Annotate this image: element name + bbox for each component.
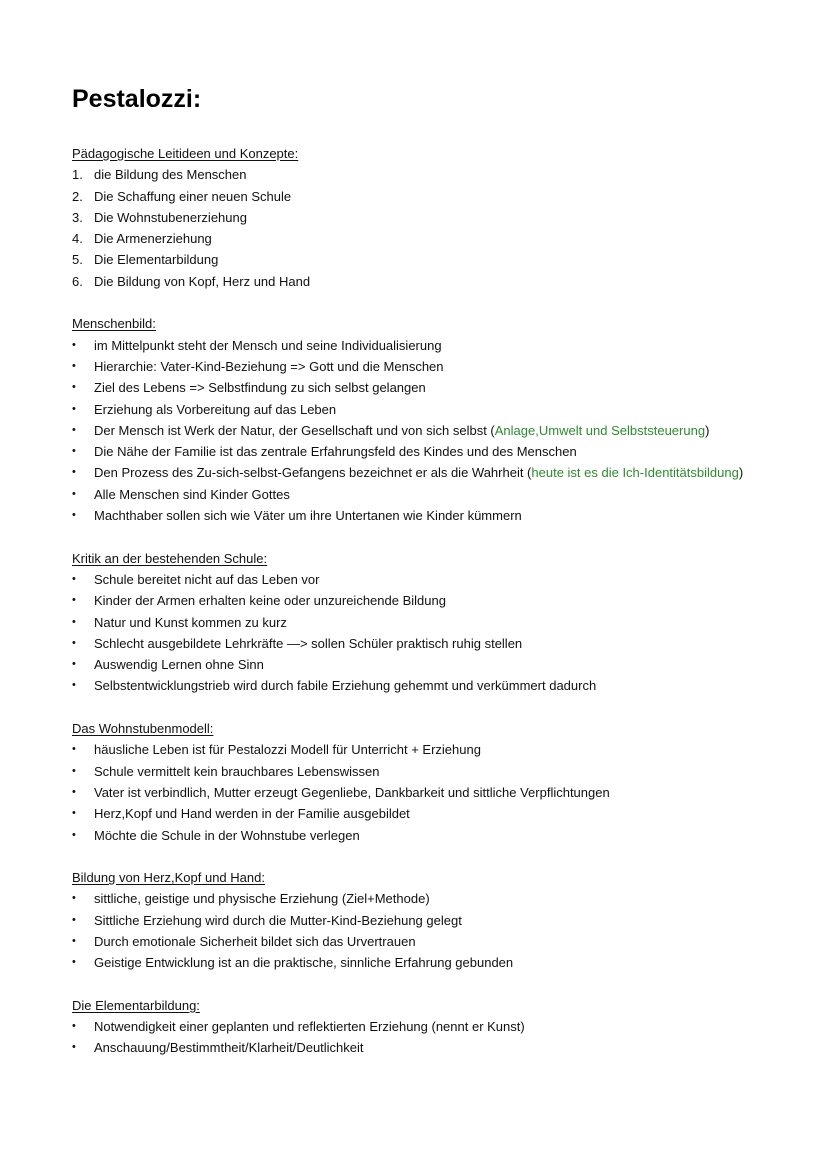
bullet-marker: • xyxy=(72,956,76,969)
bullet-list xyxy=(72,1016,812,1059)
bullet-list xyxy=(72,739,812,845)
bullet-marker: • xyxy=(72,892,76,905)
list-item xyxy=(72,356,812,377)
list-item xyxy=(72,633,812,654)
bullet-marker: • xyxy=(72,402,76,415)
item-text: Schlecht ausgebildete Lehrkräfte —> sollen Schüler praktisch ruhig stellen xyxy=(94,635,523,651)
item-number: 4. xyxy=(72,231,83,247)
bullet-marker: • xyxy=(72,658,76,671)
bullet-marker: • xyxy=(72,445,76,458)
section-heading: Bildung von Herz,Kopf und Hand: xyxy=(72,870,265,886)
bullet-list xyxy=(72,569,812,697)
item-text-suffix: ) xyxy=(705,422,710,438)
list-item xyxy=(72,505,812,526)
numbered-list xyxy=(72,164,812,292)
section-3 xyxy=(72,548,812,697)
item-text: Hierarchie: Vater-Kind-Beziehung => Gott und die Menschen xyxy=(94,358,444,374)
item-text: Geistige Entwicklung ist an die praktische, sinnliche Erfahrung gebunden xyxy=(94,955,514,971)
list-item xyxy=(72,186,812,207)
item-text: die Bildung des Menschen xyxy=(94,167,247,183)
item-text: Sittliche Erziehung wird durch die Mutter-Kind-Beziehung gelegt xyxy=(94,912,462,928)
list-item xyxy=(72,1037,812,1058)
item-text: Die Wohnstubenerziehung xyxy=(94,209,247,225)
list-item xyxy=(72,441,812,462)
item-number: 2. xyxy=(72,188,83,204)
spacer xyxy=(72,526,812,547)
item-text: Durch emotionale Sicherheit bildet sich das Urvertrauen xyxy=(94,933,416,949)
item-text: im Mittelpunkt steht der Mensch und seine Individualisierung xyxy=(94,337,442,353)
item-annotation: heute ist es die Ich-Identitätsbildung xyxy=(531,465,739,481)
section-heading: Kritik an der bestehenden Schule: xyxy=(72,550,268,566)
list-item xyxy=(72,612,812,633)
bullet-marker: • xyxy=(72,1020,76,1033)
list-item xyxy=(72,399,812,420)
list-item xyxy=(72,888,812,909)
item-text-suffix: ) xyxy=(738,465,744,481)
item-text: Möchte die Schule in der Wohnstube verlegen xyxy=(94,827,360,843)
section-1 xyxy=(72,143,812,292)
list-item xyxy=(72,739,812,760)
bullet-marker: • xyxy=(72,615,76,628)
bullet-marker: • xyxy=(72,785,76,798)
bullet-marker: • xyxy=(72,913,76,926)
item-text: Der Mensch ist Werk der Natur, der Gesellschaft und von sich selbst ( xyxy=(94,422,495,438)
item-text: Schule vermittelt kein brauchbares Lebenswissen xyxy=(94,763,380,779)
item-text: Natur und Kunst kommen zu kurz xyxy=(94,614,287,630)
list-item xyxy=(72,164,812,185)
document-page xyxy=(72,82,812,1059)
item-text: Die Bildung von Kopf, Herz und Hand xyxy=(94,273,311,289)
list-item xyxy=(72,952,812,973)
item-number: 5. xyxy=(72,252,83,268)
item-number: 1. xyxy=(72,167,83,183)
list-item xyxy=(72,462,812,483)
bullet-marker: • xyxy=(72,572,76,585)
bullet-marker: • xyxy=(72,466,76,479)
list-item xyxy=(72,803,812,824)
bullet-list xyxy=(72,888,812,973)
list-item xyxy=(72,654,812,675)
item-text: Die Armenerziehung xyxy=(94,231,212,247)
bullet-marker: • xyxy=(72,338,76,351)
item-text: häusliche Leben ist für Pestalozzi Modell für Unterricht + Erziehung xyxy=(94,742,481,758)
list-item xyxy=(72,335,812,356)
section-heading: Menschenbild: xyxy=(72,316,156,332)
item-text: Anschauung/Bestimmtheit/Klarheit/Deutlichkeit xyxy=(94,1040,364,1056)
item-text: Vater ist verbindlich, Mutter erzeugt Gegenliebe, Dankbarkeit und sittliche Verpflichtungen xyxy=(94,784,610,800)
spacer xyxy=(72,697,812,718)
bullet-marker: • xyxy=(72,423,76,436)
bullet-marker: • xyxy=(72,828,76,841)
item-text: Ziel des Lebens => Selbstfindung zu sich selbst gelangen xyxy=(94,380,426,396)
list-item xyxy=(72,675,812,696)
section-heading: Die Elementarbildung: xyxy=(72,997,200,1013)
bullet-marker: • xyxy=(72,636,76,649)
list-item xyxy=(72,825,812,846)
item-number: 3. xyxy=(72,209,83,225)
bullet-marker: • xyxy=(72,487,76,500)
list-item xyxy=(72,249,812,270)
item-annotation: Anlage,Umwelt und Selbststeuerung xyxy=(494,422,706,438)
bullet-marker: • xyxy=(72,359,76,372)
section-4 xyxy=(72,718,812,846)
spacer xyxy=(72,974,812,995)
bullet-marker: • xyxy=(72,743,76,756)
list-item xyxy=(72,782,812,803)
bullet-marker: • xyxy=(72,1041,76,1054)
list-item xyxy=(72,228,812,249)
item-text: Den Prozess des Zu-sich-selbst-Gefangens bezeichnet er als die Wahrheit ( xyxy=(94,465,532,481)
bullet-marker: • xyxy=(72,594,76,607)
item-text: Herz,Kopf und Hand werden in der Familie ausgebildet xyxy=(94,806,410,822)
item-text: Auswendig Lernen ohne Sinn xyxy=(94,657,264,673)
item-text: Die Schaffung einer neuen Schule xyxy=(94,188,292,204)
spacer xyxy=(72,292,812,313)
section-heading: Pädagogische Leitideen und Konzepte: xyxy=(72,146,299,161)
bullet-marker: • xyxy=(72,679,76,692)
item-text: Selbstentwicklungstrieb wird durch fabile Erziehung gehemmt und verkümmert dadurch xyxy=(94,678,597,694)
bullet-marker: • xyxy=(72,509,76,522)
item-text: Alle Menschen sind Kinder Gottes xyxy=(94,486,290,502)
item-text: sittliche, geistige und physische Erziehung (Ziel+Methode) xyxy=(94,891,430,907)
spacer xyxy=(72,116,812,143)
item-text: Kinder der Armen erhalten keine oder unzureichende Bildung xyxy=(94,593,446,609)
list-item xyxy=(72,569,812,590)
list-item xyxy=(72,377,812,398)
bullet-list xyxy=(72,335,812,527)
section-6 xyxy=(72,995,812,1059)
list-item xyxy=(72,484,812,505)
page-title: Pestalozzi: xyxy=(72,85,202,113)
item-text: Schule bereitet nicht auf das Leben vor xyxy=(94,571,320,587)
section-heading: Das Wohnstubenmodell: xyxy=(72,721,214,737)
list-item xyxy=(72,910,812,931)
bullet-marker: • xyxy=(72,381,76,394)
list-item xyxy=(72,1016,812,1037)
list-item xyxy=(72,271,812,292)
item-text: Erziehung als Vorbereitung auf das Leben xyxy=(94,401,337,417)
item-text: Notwendigkeit einer geplanten und reflektierten Erziehung (nennt er Kunst) xyxy=(94,1019,525,1035)
item-text: Machthaber sollen sich wie Väter um ihre Untertanen wie Kinder kümmern xyxy=(94,508,522,524)
item-text: Die Elementarbildung xyxy=(94,252,219,268)
bullet-marker: • xyxy=(72,764,76,777)
list-item xyxy=(72,590,812,611)
item-number: 6. xyxy=(72,273,83,289)
list-item xyxy=(72,931,812,952)
list-item xyxy=(72,420,812,441)
list-item xyxy=(72,761,812,782)
list-item xyxy=(72,207,812,228)
item-text: Die Nähe der Familie ist das zentrale Erfahrungsfeld des Kindes und des Menschen xyxy=(94,444,577,460)
bullet-marker: • xyxy=(72,934,76,947)
section-2 xyxy=(72,313,812,526)
spacer xyxy=(72,846,812,867)
sections-container xyxy=(72,143,812,1059)
section-5 xyxy=(72,867,812,973)
bullet-marker: • xyxy=(72,807,76,820)
